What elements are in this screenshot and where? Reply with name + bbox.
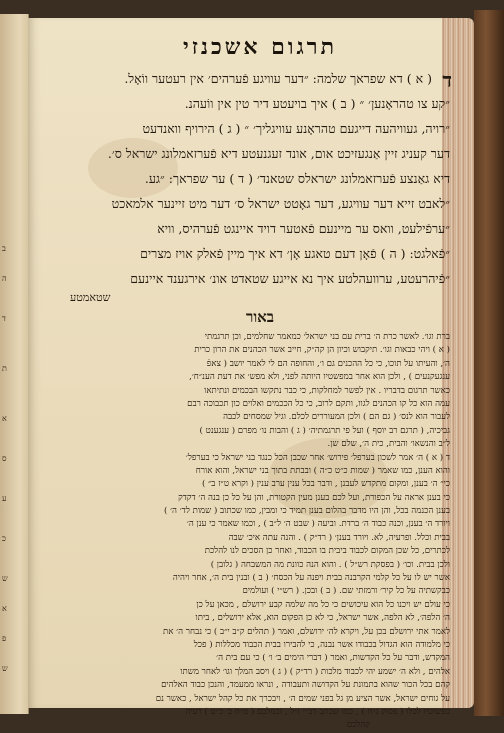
margin-fragment: ה (2, 274, 7, 283)
commentary-line: ענגעקנעים ) , ולכן הוא אחר במפשטיו היותה לפני, ולא מפש׳ את דעת הענ״ח׳, (189, 372, 450, 383)
translation-block (70, 66, 450, 305)
commentary-line: כבקשתיה על כל קיר׳ ורמזתי שם. ( ב ) ובכן. ( רש״י ) ועולמים (242, 586, 450, 597)
commentary-line: כאשר תרגום בדבריו . אין לפשר למחלקות, כי כבר נתקשו הבכמים ונתיתאו (204, 385, 450, 396)
margin-fragment: ע (2, 494, 7, 503)
commentary-line: ד ( א ) ה׳ אמר לשכון בערפל׳ פירוש׳ אחר שכבן הכל כנגד בני ישראל כי בערפל׳ (185, 452, 450, 463)
commentary-line: בענן הכנמה בכל, והן היו מדבר בהלום בענן תמיד כי ומבין, כמו שכתוב ( שמות לד׳ ה׳ ) (163, 506, 450, 517)
translation-line: דער קעניג זיין אַנגעזיכט אום, אונד זעגנעטע דיא פֿערזאמלונג ישראל ס׳. (107, 146, 450, 161)
translation-line: ״ערפֿילעט, וואס ער מיינעם פֿאטער דויד איינגט פֿערהיס, וויא (157, 221, 450, 236)
commentary-line: ( א ) ויהי כבאות וגו׳. תיקבוש וכיון הן קה״ק, חייב אשר הכהנים את הרון כרית (194, 345, 450, 356)
commentary-line: אלהים , ולא ה׳ ישמע יהי לכבוד מלכות ( רד״ק ) ( ג ) ויסב המלך וגו׳ לאחר משתו (180, 666, 450, 677)
margin-fragment: ש (2, 574, 8, 583)
translation-line: ״רויה, געוויהעה דייגעם טהראָנע עוויגליך׳ ״ ( ג ) הירויף וואנדעט (142, 121, 450, 136)
running-head: תרגום אשכנזי (182, 34, 337, 60)
margin-fragment: כ (2, 534, 6, 543)
commentary-line: כי עולם יש ויכנו כל הוא עיכושים כי כל מה שלמה קבע ירושלם , מכאן על כן (196, 599, 450, 610)
commentary-line: על גוחים ישראל, אשר הציע מן גל בפני שמים ה׳ , ויבכרך את כל קהל ישראל , כאשר נם (155, 693, 450, 704)
commentary-line: עמה הוא כל קו הכהנים לגוו, ותקם לרוב, כי כל הככמים ואלוים כון תכבוכה רבם (187, 398, 450, 409)
commentary-line: אשר יש לו על כל קלמי הקרבנה בבית ויפנה על הכסח׳ ( ב ) ובנין בית ה׳, אחר ויהיה (172, 573, 450, 584)
commentary-line: ה׳, והעיתו על תוכו, כי כל ההכנים גם ו׳, והחופה הם לי לאמר יושב ( צאפֿ (206, 358, 450, 369)
commentary-block (70, 331, 450, 733)
commentary-line: לכתרים, כל שכן המקום לכבוד ביבית בו הכבוד, ואחר כן הסכים לנו להלכת (204, 546, 450, 557)
margin-fragment: ס (2, 454, 7, 463)
commentary-line: כי בענן אראה על הכפורת, ועל לכם בענן מעין הקטורת, והן על כל כן בנה ה׳ דקדק (178, 492, 450, 503)
translation-line: ״לאבט זייא דער עוויגע, דער גאָטט ישראל ס׳ דער מיט זיינער אלמאכט (111, 196, 450, 211)
drop-letter: ד (442, 68, 452, 92)
book-binding (474, 10, 504, 716)
margin-fragment: ת (2, 364, 7, 373)
commentary-catchword: קהלכם (346, 720, 370, 731)
commentary-line: ויורד ה׳ בענן, וכנה כבוד ה׳ ברדת. וביעה ( שבט ה׳ ל״ב ) , וכמו שאמר כי ענן ה׳ (186, 519, 450, 530)
commentary-line: והוא הענן, כמו שאמר ( שמות כ״ט כ״ה ) ובבתת בתוך בני ישראל, והוא אורח (195, 465, 450, 476)
translation-line: ״פֿיהרעטע, ערוועהלטע איך נא אייגע שטאדט אונ׳ אירגענד איינעם (130, 271, 450, 286)
margin-fragment: ש (2, 664, 8, 673)
commentary-line: קהם בכל הכור שהוא בתמונת על הקדושה ותעבודה , ונראו ממעמד, והנכן כבוד האלהים (161, 680, 450, 691)
translation-line: דיא גאַנצע פֿערזאמלונג ישראלס שטאנד׳ ( ד ) ער שפראך: ״גע. (144, 171, 450, 186)
catchword: שטאמטע (70, 291, 111, 304)
commentary-heading: באור (245, 308, 275, 326)
page-content (70, 26, 450, 733)
margin-fragment: א (2, 604, 7, 613)
margin-fragment: א (2, 414, 7, 423)
commentary-line: בפשוטיו לכלו ( פסוק נ״ח ) , כמו שכתב רב״י ז״ל , ובמלבם ( מ״ח ב׳ כ״ט ) רעיה (185, 706, 450, 717)
translation-line: ״קע צו טהראָנען׳ ״ ( ב ) איך בויעטע דיר טין אין ווֹעהנ. (184, 96, 450, 111)
commentary-line: ברת וגו׳. לאשר כרת ה׳ ברית עם בני ישראל׳ כמאמר שחלמים, וכן תרגמתי (204, 332, 450, 342)
margin-fragment: ד (2, 314, 6, 323)
printed-page (28, 18, 452, 731)
margin-fragment: ב (2, 244, 6, 253)
commentary-line: גביכיה, ( תרגם רב יוסף ) ועל פי תרגמתיה׳ ( ג ) והבות נו׳ מפרם ( ענגענט ) (199, 425, 450, 436)
commentary-line: כי״ ה׳ בענן, ומקום מתקדש לעבנן , ודבר בכל ענין ערב ענין ( וקרא ט״ז ב״ ) (201, 479, 450, 490)
commentary-line: לעבור הוא לנס׳ ( גם הם ) ולכן המעוררים לכלם. וגיל שמסחים לכבה (223, 412, 450, 423)
facing-page-edge (0, 14, 29, 714)
commentary-line: המקדש, ודבר על כל הקדשות, ואמר ( דברי הימים ב׳ ו׳ ) כי עם בית ה׳ (216, 653, 450, 664)
translation-line: ( א ) דא שפראך שלמה: ״דער עוויגע פֿערהים׳ אין רעטער ווֹאָל. (124, 71, 432, 86)
margin-fragment: פ (2, 634, 7, 643)
commentary-line: בבית וכלל. ופרעיה, לא. ויורד בענן׳ ( רד״ק ) . והנה עתה איכ׳ שבה (228, 532, 450, 543)
commentary-line: ל״ב והנשאו׳ והבית, כית ה׳, שלם שן. (327, 439, 450, 450)
commentary-line: לאמר אתי ירושלם בכן על, ויקרא לה׳ ירושלם, ואמר ( תהלים ק״ב י״ב ) כי נבחר ה׳ את (162, 626, 450, 637)
translation-line: ״פֿאלגט: ( ה ) פֿאָן דעם טאגע אָן׳ דא איך מיין פֿאלק אויז מצרים (140, 246, 450, 261)
commentary-line: כי מלמודה הוא הגדול בכבודו אשר נבנה, כי להבירו בבית הכבוד מכללות ( פכל (193, 639, 450, 650)
commentary-line: ה׳ הלפה׳, לא הלפה, אשר ישראל, כי לא כן הפקום הוא, אלא ירושלים , ביתו (195, 613, 450, 624)
commentary-line: ולכן בבית. וכו׳ ( בפסקת רש״ל ) . והוא הנה כוונת מה המשבחה ( גלובן ) (210, 559, 450, 570)
